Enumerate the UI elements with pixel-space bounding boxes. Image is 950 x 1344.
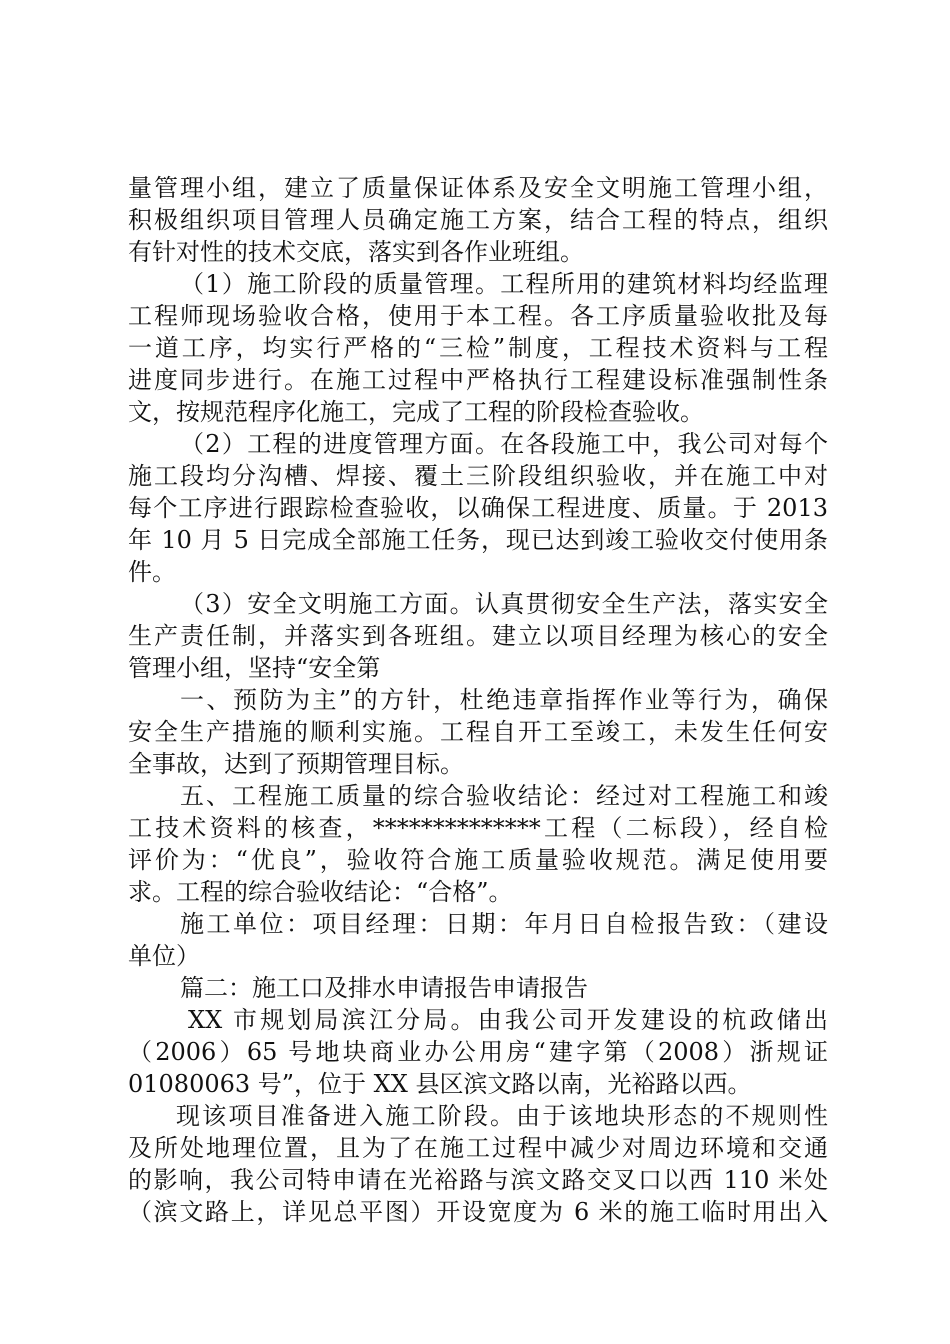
text-line: 年 10 月 5 日完成全部施工任务，现已达到竣工验收交付使用条 bbox=[128, 526, 828, 554]
paragraph-start: 现该项目准备进入施工阶段。由于该地块形态的不规则性 bbox=[176, 1102, 828, 1130]
paragraph-start: （2）工程的进度管理方面。在各段施工中，我公司对每个 bbox=[180, 430, 828, 458]
text-line: 求。工程的综合验收结论：“合格”。 bbox=[128, 878, 513, 906]
text-line: 量管理小组，建立了质量保证体系及安全文明施工管理小组， bbox=[128, 174, 828, 202]
paragraph-start: 一、预防为主”的方针，杜绝违章指挥作业等行为，确保 bbox=[180, 686, 828, 714]
section-heading: 篇二：施工口及排水申请报告申请报告 bbox=[180, 974, 588, 1002]
paragraph-start: （1）施工阶段的质量管理。工程所用的建筑材料均经监理 bbox=[180, 270, 828, 298]
text-line: 文，按规范程序化施工，完成了工程的阶段检查验收。 bbox=[128, 398, 704, 426]
text-line: 每个工序进行跟踪检查验收，以确保工程进度、质量。于 2013 bbox=[128, 494, 828, 522]
text-line: 一道工序，均实行严格的“三检”制度，工程技术资料与工程 bbox=[128, 334, 828, 362]
paragraph-start: XX 市规划局滨江分局。由我公司开发建设的杭政储出 bbox=[188, 1006, 828, 1034]
text-line: 评价为：“优良”，验收符合施工质量验收规范。满足使用要 bbox=[128, 846, 828, 874]
text-line: 管理小组，坚持“安全第 bbox=[128, 654, 381, 682]
text-line: 积极组织项目管理人员确定施工方案，结合工程的特点，组织 bbox=[128, 206, 828, 234]
text-line: 有针对性的技术交底，落实到各作业班组。 bbox=[128, 238, 584, 266]
text-line: 工技术资料的核查，**************工程（二标段），经自检 bbox=[128, 814, 828, 842]
paragraph-start: （3）安全文明施工方面。认真贯彻安全生产法，落实安全 bbox=[180, 590, 828, 618]
paragraph-start: 施工单位：项目经理：日期：年月日自检报告致：（建设 bbox=[180, 910, 828, 938]
text-line: （2006）65 号地块商业办公用房“建字第（2008）浙规证 bbox=[128, 1038, 828, 1066]
text-line: 单位） bbox=[128, 942, 200, 970]
text-line: 进度同步进行。在施工过程中严格执行工程建设标准强制性条 bbox=[128, 366, 828, 394]
text-line: 安全生产措施的顺利实施。工程自开工至竣工，未发生任何安 bbox=[128, 718, 828, 746]
text-line: 工程师现场验收合格，使用于本工程。各工序质量验收批及每 bbox=[128, 302, 828, 330]
text-line: （滨文路上，详见总平图）开设宽度为 6 米的施工临时用出入 bbox=[128, 1198, 828, 1226]
text-line: 的影响，我公司特申请在光裕路与滨文路交叉口以西 110 米处 bbox=[128, 1166, 828, 1194]
text-line: 及所处地理位置，且为了在施工过程中减少对周边环境和交通 bbox=[128, 1134, 828, 1162]
text-line: 件。 bbox=[128, 558, 176, 586]
text-line: 施工段均分沟槽、焊接、覆土三阶段组织验收，并在施工中对 bbox=[128, 462, 828, 490]
paragraph-start: 五、工程施工质量的综合验收结论：经过对工程施工和竣 bbox=[180, 782, 828, 810]
text-line: 01080063 号”，位于 XX 县区滨文路以南，光裕路以西。 bbox=[128, 1070, 752, 1098]
text-line: 全事故，达到了预期管理目标。 bbox=[128, 750, 464, 778]
text-line: 生产责任制，并落实到各班组。建立以项目经理为核心的安全 bbox=[128, 622, 828, 650]
document-body bbox=[128, 172, 828, 1228]
